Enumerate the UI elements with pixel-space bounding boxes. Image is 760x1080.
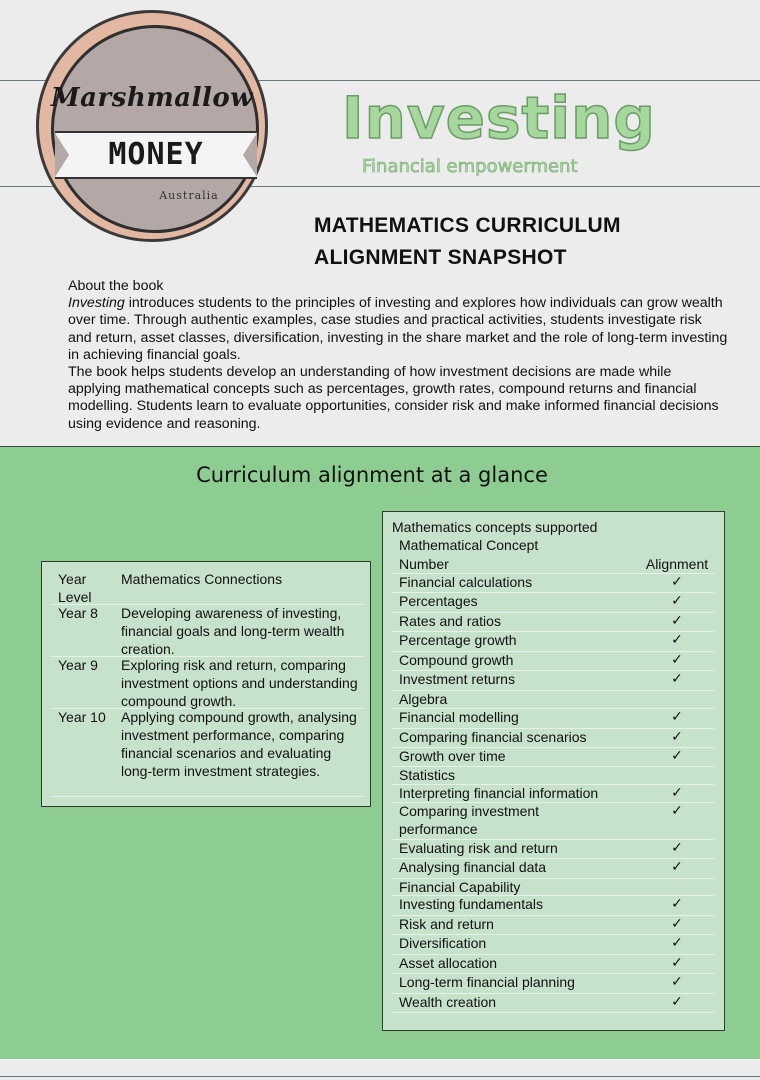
table-header-row [50, 570, 364, 605]
about-section [68, 278, 728, 433]
table-row [392, 670, 715, 691]
table-row [392, 728, 715, 748]
concepts-table-title: Mathematics concepts supported [392, 519, 598, 535]
about-paragraph-2: The book helps students develop an understanding of how investment decisions are made while applying mathematical concepts such as percentages, growth rates, compound returns and financial modelling. Students learn to evaluate opportunities, consider risk and make informed financial decisions using evidence and reasoning. [68, 364, 719, 432]
document-subtitle [314, 210, 621, 274]
logo-script-text: Marshmallow [50, 83, 254, 113]
table-row [50, 708, 364, 797]
concept-cell: Growth over time [399, 748, 506, 764]
year-cell: Year 8 [58, 605, 98, 621]
check-icon: ✓ [671, 593, 683, 609]
check-icon: ✓ [671, 955, 683, 971]
concept-cell: Asset allocation [399, 955, 498, 971]
alignment-title: Curriculum alignment at a glance [196, 463, 548, 487]
category-row-algebra [392, 690, 715, 709]
book-title: Investing [68, 295, 125, 312]
check-icon: ✓ [671, 574, 683, 590]
table-row [392, 839, 715, 859]
concept-cell: Investing fundamentals [399, 896, 543, 912]
concept-cell: Investment returns [399, 671, 515, 687]
check-icon: ✓ [671, 748, 683, 764]
page-title: Investing [342, 84, 656, 152]
table-row [392, 993, 715, 1013]
table-row [392, 858, 715, 879]
subtitle-line-1: MATHEMATICS CURRICULUM [314, 214, 621, 237]
concept-cell: Diversification [399, 935, 487, 951]
mathematics-concepts-table [382, 511, 725, 1031]
concept-cell: Financial calculations [399, 574, 533, 590]
table-row [392, 747, 715, 767]
concept-cell: Risk and return [399, 916, 494, 932]
year-cell: Year 9 [58, 657, 98, 673]
table-row [392, 915, 715, 935]
check-icon: ✓ [671, 613, 683, 629]
table-row [392, 954, 715, 974]
category-row-statistics [392, 766, 715, 785]
year-level-header: Year Level [58, 571, 92, 605]
check-icon: ✓ [671, 709, 683, 725]
table-row [392, 631, 715, 652]
subtitle-line-2: ALIGNMENT SNAPSHOT [314, 246, 567, 269]
table-row [392, 895, 715, 916]
check-icon: ✓ [671, 974, 683, 990]
concept-cell: Financial Capability [399, 879, 521, 895]
marshmallow-money-logo [36, 10, 268, 242]
concept-header: Mathematical Concept [399, 537, 539, 553]
check-icon: ✓ [671, 840, 683, 856]
concept-cell: Analysing financial data [399, 859, 547, 875]
concept-cell: Interpreting financial information [399, 785, 599, 801]
concept-cell: Algebra [399, 691, 448, 707]
check-icon: ✓ [671, 729, 683, 745]
concept-cell: Compound growth [399, 652, 514, 668]
about-heading: About the book [68, 278, 164, 294]
table-row [392, 612, 715, 632]
category-row-number [392, 555, 715, 574]
concept-cell: Number [399, 556, 449, 572]
concept-cell: Comparing financial scenarios [399, 729, 587, 745]
concept-cell: Financial modelling [399, 709, 519, 725]
check-icon: ✓ [671, 652, 683, 668]
table-row [392, 934, 715, 955]
connection-cell: Applying compound growth, analysing investment performance, comparing financial scenarios and evaluating long-term investment strategies. [121, 709, 357, 779]
year-cell: Year 10 [58, 709, 106, 725]
check-icon: ✓ [671, 803, 683, 819]
logo-country-text: Australia [159, 189, 219, 202]
concept-cell: Statistics [399, 767, 456, 783]
check-icon: ✓ [671, 994, 683, 1010]
check-icon: ✓ [671, 859, 683, 875]
check-icon: ✓ [671, 935, 683, 951]
concept-cell: Rates and ratios [399, 613, 501, 629]
check-icon: ✓ [671, 632, 683, 648]
table-row [392, 592, 715, 613]
logo-banner-text: MONEY [108, 137, 204, 172]
table-row [392, 651, 715, 671]
concept-cell: Wealth creation [399, 994, 497, 1010]
table-row [50, 604, 364, 657]
connections-header: Mathematics Connections [121, 571, 283, 587]
table-row [392, 784, 715, 803]
concept-cell: Percentage growth [399, 632, 517, 648]
concept-cell: Percentages [399, 593, 478, 609]
about-paragraph-1 [68, 295, 728, 364]
page-tagline: Financial empowerment [362, 156, 578, 177]
concept-cell: Evaluating risk and return [399, 840, 558, 856]
curriculum-alignment-section [0, 446, 760, 1060]
check-icon: ✓ [671, 896, 683, 912]
connection-cell: Exploring risk and return, comparing investment options and understanding compound growth. [121, 657, 358, 709]
check-icon: ✓ [671, 671, 683, 687]
mathematics-connections-table [41, 561, 371, 807]
check-icon: ✓ [671, 916, 683, 932]
table-row [392, 973, 715, 994]
table-row [392, 708, 715, 729]
connection-cell: Developing awareness of investing, financial goals and long-term wealth creation. [121, 605, 345, 657]
concept-cell: Long-term financial planning [399, 974, 575, 990]
footer-rule [0, 1076, 760, 1077]
concept-cell: Comparing investment performance [399, 803, 540, 837]
logo-banner [55, 131, 257, 179]
category-row-financial-capability [392, 878, 715, 896]
check-icon: ✓ [671, 785, 683, 801]
table-row [392, 573, 715, 593]
alignment-header: Alignment [645, 556, 709, 572]
table-row [50, 656, 364, 709]
table-row [392, 802, 715, 840]
about-paragraph-1-text: introduces students to the principles of investing and explores how individuals can grow wealth over time. Through authentic examples, case studies and practical activities, students investigate risk and return, asset classes, diversification, investing in the share market and the role of long-term investing in achieving financial goals. [68, 295, 728, 363]
